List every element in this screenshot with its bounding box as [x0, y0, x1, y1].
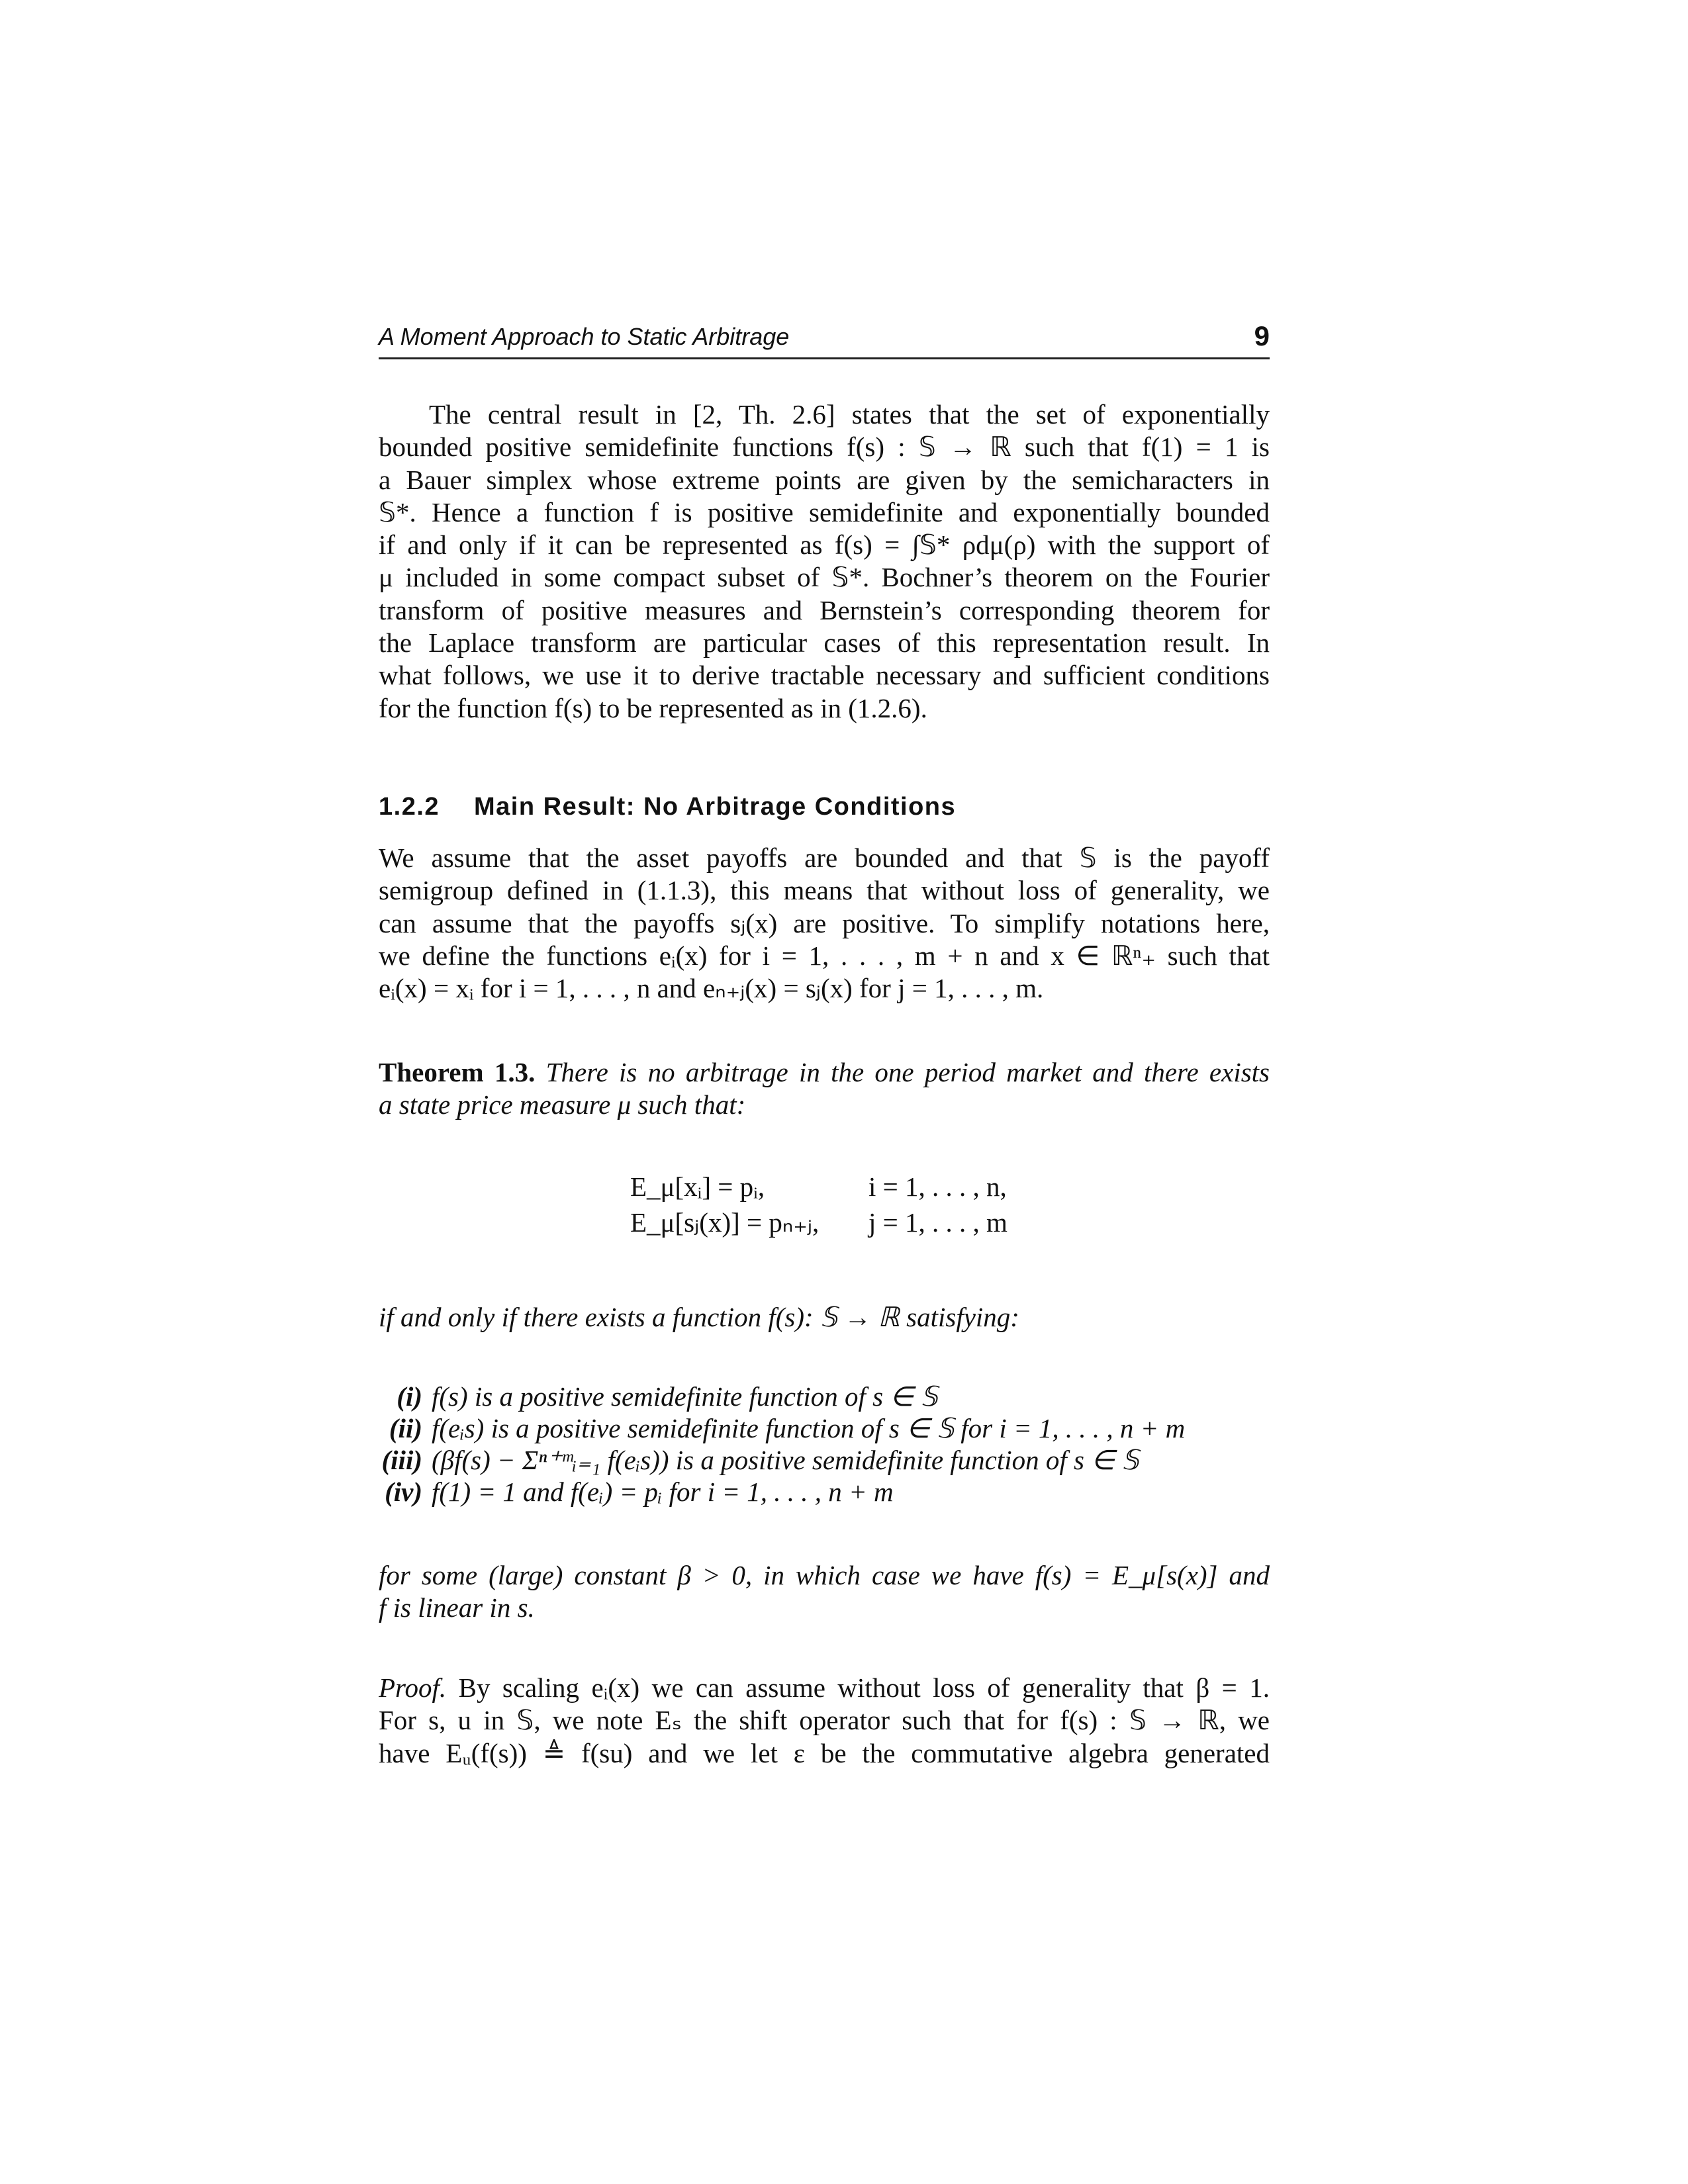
proof-line: have Eᵤ(f(s)) ≜ f(su) and we let ε be the commutative algebra generated — [379, 1737, 1270, 1768]
iff-line: if and only if there exists a function f(s): 𝕊 → ℝ satisfying: — [379, 1302, 1019, 1332]
condition-list — [371, 1381, 1284, 1508]
section-heading — [379, 793, 956, 821]
running-header — [379, 320, 1270, 359]
text-line: semigroup defined in (1.1.3), this means that without loss of generality, we — [379, 875, 1270, 906]
text-line: we define the functions eᵢ(x) for i = 1, . . . , m + n and x ∈ ℝⁿ₊ such that — [379, 940, 1270, 971]
text-line: a Bauer simplex whose extreme points are given by the semicharacters in — [379, 464, 1270, 495]
condition-item — [371, 1444, 1284, 1476]
theorem-closing — [379, 1559, 1270, 1625]
running-title: A Moment Approach to Static Arbitrage — [379, 323, 790, 350]
equation — [630, 1205, 1226, 1240]
paragraph-bochner — [379, 398, 1270, 725]
text-line: We assume that the asset payoffs are bounded and that 𝕊 is the payoff — [379, 842, 1270, 873]
proof-text: By scaling eᵢ(x) we can assume without loss of generality that β = 1. — [458, 1672, 1270, 1703]
condition-label: (iv) — [385, 1477, 422, 1507]
condition-item — [371, 1381, 1284, 1412]
equation-rhs: i = 1, . . . , n, — [868, 1171, 1007, 1202]
condition-text: f(eᵢs) is a positive semidefinite function of s ∈ 𝕊 for i = 1, . . . , n + m — [432, 1413, 1186, 1443]
closing-line: for some (large) constant β > 0, in which case we have f(s) = E_μ[s(x)] and — [379, 1560, 1270, 1590]
theorem-text: There is no arbitrage in the one period market and there exists — [545, 1057, 1270, 1087]
text-line: the Laplace transform are particular cases of this representation result. In — [379, 627, 1270, 659]
text-line: transform of positive measures and Bernstein’s corresponding theorem for — [379, 594, 1270, 625]
equation-block — [630, 1169, 1226, 1240]
text-line: 𝕊*. Hence a function f is positive semidefinite and exponentially bounded — [379, 496, 1270, 527]
text-line: can assume that the payoffs sⱼ(x) are positive. To simplify notations here, — [379, 907, 1270, 938]
paragraph-assumptions — [379, 842, 1270, 1005]
text-line: for the function f(s) to be represented as in (1.2.6). — [379, 692, 927, 723]
text-line: eᵢ(x) = xᵢ for i = 1, . . . , n and eₙ₊ⱼ(x) = sⱼ(x) for j = 1, . . . , m. — [379, 973, 1044, 1004]
condition-text: f(1) = 1 and f(eᵢ) = pᵢ for i = 1, . . . , n + m — [432, 1477, 894, 1507]
text-line: The central result in [2, Th. 2.6] states that the set of exponentially — [429, 399, 1270, 430]
equation — [630, 1169, 1226, 1205]
iff-line-block — [379, 1301, 1270, 1334]
proof-paragraph — [379, 1672, 1270, 1770]
equation-rhs: j = 1, . . . , m — [868, 1207, 1008, 1238]
condition-label: (iii) — [381, 1445, 422, 1475]
section-number: 1.2.2 — [379, 793, 440, 821]
theorem-label: Theorem 1.3. — [379, 1057, 536, 1087]
proof-line: For s, u in 𝕊, we note Eₛ the shift operator such that for f(s) : 𝕊 → ℝ, we — [379, 1705, 1270, 1736]
text-line: what follows, we use it to derive tractable necessary and sufficient conditions — [379, 660, 1270, 691]
page-number: 9 — [1254, 320, 1270, 351]
text-line: bounded positive semidefinite functions f(s) : 𝕊 → ℝ such that f(1) = 1 is — [379, 432, 1270, 463]
condition-text: f(s) is a positive semidefinite function of s ∈ 𝕊 — [432, 1381, 938, 1412]
equation-lhs: E_μ[sⱼ(x)] = pₙ₊ⱼ, — [630, 1207, 820, 1238]
condition-text: (βf(s) − Σⁿ⁺ᵐᵢ₌₁ f(eᵢs)) is a positive semidefinite function of s ∈ 𝕊 — [432, 1445, 1139, 1475]
condition-label: (ii) — [389, 1413, 422, 1443]
section-title: Main Result: No Arbitrage Conditions — [474, 793, 957, 821]
proof-label: Proof. — [379, 1672, 447, 1703]
condition-label: (i) — [397, 1381, 422, 1412]
text-line: μ included in some compact subset of 𝕊*. Bochner’s theorem on the Fourier — [379, 562, 1270, 593]
theorem-line — [379, 1056, 1270, 1089]
text-line: if and only if it can be represented as f(s) = ∫𝕊* ρdμ(ρ) with the support of — [379, 529, 1270, 561]
closing-line: f is linear in s. — [379, 1592, 535, 1623]
condition-item — [371, 1412, 1284, 1444]
condition-item — [371, 1476, 1284, 1508]
equation-lhs: E_μ[xᵢ] = pᵢ, — [630, 1171, 765, 1202]
theorem-statement — [379, 1056, 1270, 1122]
theorem-line: a state price measure μ such that: — [379, 1089, 746, 1120]
proof-line — [379, 1672, 1270, 1704]
